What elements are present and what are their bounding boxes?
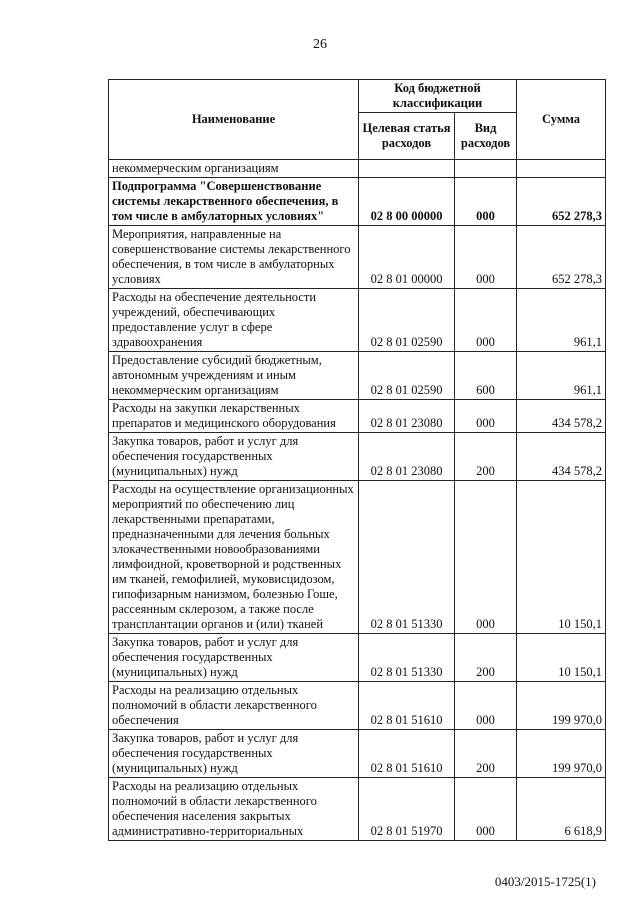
table-row bbox=[109, 682, 606, 730]
row-expense-kind: 600 bbox=[455, 352, 517, 400]
row-name: Расходы на обеспечение деятельности учреждений, обеспечивающих предоставление услуг в сфере здравоохранения bbox=[109, 289, 359, 352]
row-expense-kind: 000 bbox=[455, 289, 517, 352]
row-target-article: 02 8 00 00000 bbox=[359, 178, 455, 226]
row-expense-kind: 200 bbox=[455, 634, 517, 682]
table-row bbox=[109, 400, 606, 433]
row-expense-kind: 000 bbox=[455, 226, 517, 289]
row-name: некоммерческим организациям bbox=[109, 160, 359, 178]
row-target-article: 02 8 01 51970 bbox=[359, 778, 455, 841]
row-name: Расходы на реализацию отдельных полномочий в области лекарственного обеспечения населения закрытых административно-территориальных bbox=[109, 778, 359, 841]
row-expense-kind: 000 bbox=[455, 682, 517, 730]
table-row bbox=[109, 289, 606, 352]
row-target-article bbox=[359, 160, 455, 178]
document-code: 0403/2015-1725(1) bbox=[494, 874, 596, 889]
row-sum: 961,1 bbox=[517, 352, 606, 400]
row-target-article: 02 8 01 02590 bbox=[359, 352, 455, 400]
row-sum: 199 970,0 bbox=[517, 730, 606, 778]
header-expense-kind: Вид расходов bbox=[455, 113, 517, 160]
row-sum bbox=[517, 160, 606, 178]
row-name: Мероприятия, направленные на совершенствование системы лекарственного обеспечения, в том числе в амбулаторных условиях bbox=[109, 226, 359, 289]
table-row bbox=[109, 634, 606, 682]
row-name: Расходы на закупки лекарственных препаратов и медицинского оборудования bbox=[109, 400, 359, 433]
row-sum: 652 278,3 bbox=[517, 178, 606, 226]
row-name: Расходы на реализацию отдельных полномочий в области лекарственного обеспечения bbox=[109, 682, 359, 730]
row-name: Закупка товаров, работ и услуг для обеспечения государственных (муниципальных) нужд bbox=[109, 433, 359, 481]
table-row bbox=[109, 730, 606, 778]
row-target-article: 02 8 01 51330 bbox=[359, 634, 455, 682]
row-expense-kind: 000 bbox=[455, 778, 517, 841]
row-sum: 199 970,0 bbox=[517, 682, 606, 730]
table-row bbox=[109, 178, 606, 226]
row-expense-kind: 200 bbox=[455, 433, 517, 481]
row-sum: 434 578,2 bbox=[517, 433, 606, 481]
row-target-article: 02 8 01 00000 bbox=[359, 226, 455, 289]
row-sum: 10 150,1 bbox=[517, 481, 606, 634]
row-target-article: 02 8 01 23080 bbox=[359, 400, 455, 433]
budget-table bbox=[108, 79, 606, 841]
header-name: Наименование bbox=[109, 80, 359, 160]
table-row bbox=[109, 778, 606, 841]
row-sum: 6 618,9 bbox=[517, 778, 606, 841]
table-row bbox=[109, 160, 606, 178]
row-expense-kind bbox=[455, 160, 517, 178]
row-target-article: 02 8 01 51330 bbox=[359, 481, 455, 634]
row-expense-kind: 000 bbox=[455, 400, 517, 433]
table-header bbox=[109, 80, 606, 160]
row-expense-kind: 000 bbox=[455, 481, 517, 634]
row-name: Расходы на осуществление организационных мероприятий по обеспечению лиц лекарственными препаратами, предназначенными для лечения больных злокачественными новообразованиями лимфоидной, кроветворной и родственных им тканей, гемофилией, муковисцидозом, гипофизарным нанизмом, болезнью Гоше, рассеянным склерозом, а также после трансплантации органов и (или) тканей bbox=[109, 481, 359, 634]
page-number: 26 bbox=[313, 37, 327, 52]
row-target-article: 02 8 01 02590 bbox=[359, 289, 455, 352]
table-row bbox=[109, 226, 606, 289]
table-row bbox=[109, 433, 606, 481]
header-classification: Код бюджетной классификации bbox=[359, 80, 517, 113]
row-sum: 434 578,2 bbox=[517, 400, 606, 433]
header-sum: Сумма bbox=[517, 80, 606, 160]
row-sum: 652 278,3 bbox=[517, 226, 606, 289]
table-row bbox=[109, 352, 606, 400]
row-sum: 961,1 bbox=[517, 289, 606, 352]
row-name: Подпрограмма "Совершенствование системы лекарственного обеспечения, в том числе в амбулаторных условиях" bbox=[109, 178, 359, 226]
row-target-article: 02 8 01 51610 bbox=[359, 730, 455, 778]
row-name: Закупка товаров, работ и услуг для обеспечения государственных (муниципальных) нужд bbox=[109, 730, 359, 778]
table-row bbox=[109, 481, 606, 634]
table-body bbox=[109, 160, 606, 841]
row-sum: 10 150,1 bbox=[517, 634, 606, 682]
row-name: Предоставление субсидий бюджетным, автономным учреждениям и иным некоммерческим организациям bbox=[109, 352, 359, 400]
row-name: Закупка товаров, работ и услуг для обеспечения государственных (муниципальных) нужд bbox=[109, 634, 359, 682]
header-target-article: Целевая статья расходов bbox=[359, 113, 455, 160]
row-expense-kind: 000 bbox=[455, 178, 517, 226]
row-target-article: 02 8 01 23080 bbox=[359, 433, 455, 481]
row-target-article: 02 8 01 51610 bbox=[359, 682, 455, 730]
row-expense-kind: 200 bbox=[455, 730, 517, 778]
